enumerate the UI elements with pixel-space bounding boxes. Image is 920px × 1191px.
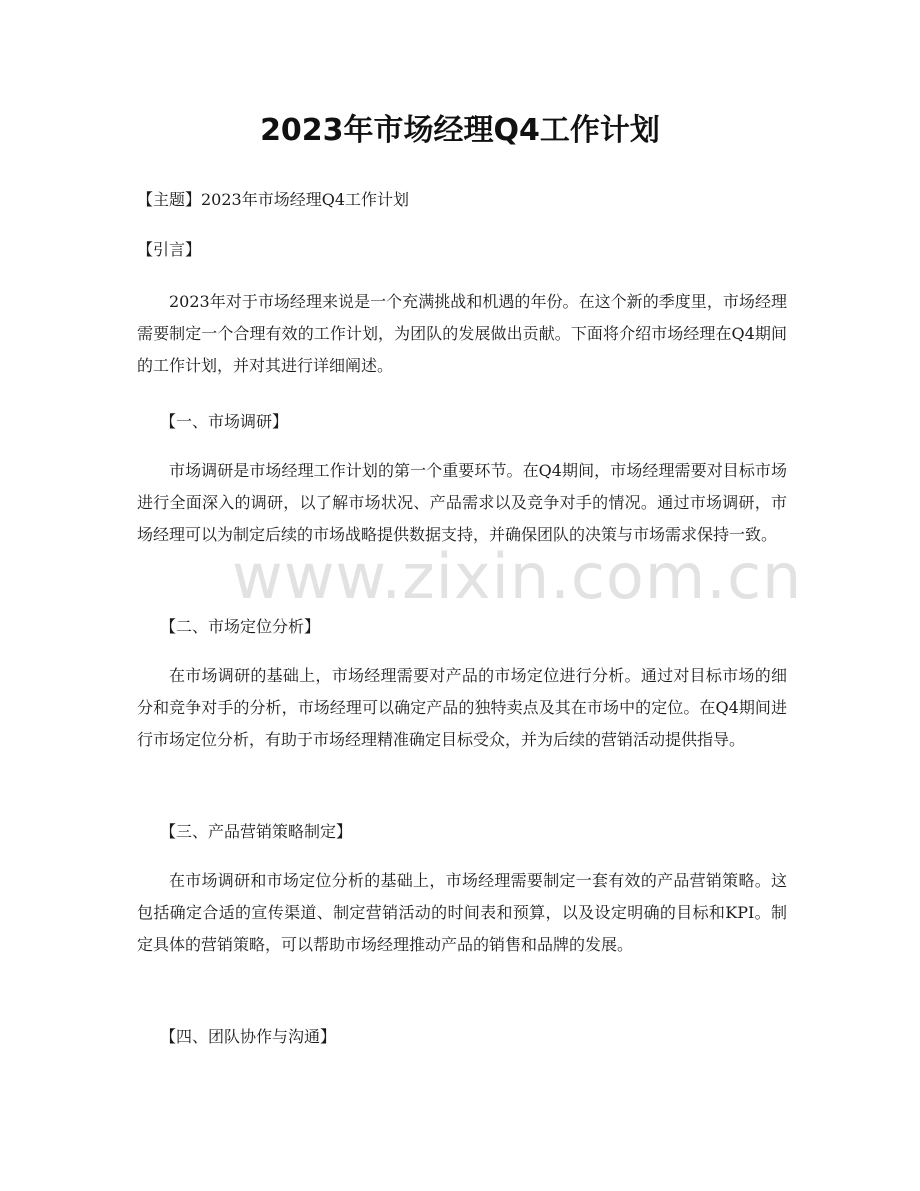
intro-paragraph: 2023年对于市场经理来说是一个充满挑战和机遇的年份。在这个新的季度里，市场经理需要制定一个合理有效的工作计划，为团队的发展做出贡献。下面将介绍市场经理在Q4期间的工作计划，并对其进行详细阐述。: [137, 292, 787, 375]
section-paragraph-1: 市场调研是市场经理工作计划的第一个重要环节。在Q4期间，市场经理需要对目标市场进行全面深入的调研，以了解市场状况、产品需求以及竞争对手的情况。通过市场调研，市场经理可以为制定后续的市场战略提供数据支持，并确保团队的决策与市场需求保持一致。: [137, 461, 787, 544]
section-paragraph-2: 在市场调研的基础上，市场经理需要对产品的市场定位进行分析。通过对目标市场的细分和竞争对手的分析，市场经理可以确定产品的独特卖点及其在市场中的定位。在Q4期间进行市场定位分析，有助于市场经理精准确定目标受众，并为后续的营销活动提供指导。: [137, 666, 787, 749]
section-heading-2: 【二、市场定位分析】: [160, 617, 321, 636]
section-paragraph-3: 在市场调研和市场定位分析的基础上，市场经理需要制定一套有效的产品营销策略。这包括确定合适的宣传渠道、制定营销活动的时间表和预算，以及设定明确的目标和KPI。制定具体的营销策略，可以帮助市场经理推动产品的销售和品牌的发展。: [137, 871, 787, 954]
section-heading-4: 【四、团队协作与沟通】: [160, 1027, 337, 1046]
section-heading-1: 【一、市场调研】: [160, 412, 289, 431]
intro-heading: 【引言】: [137, 240, 202, 259]
section-heading-3: 【三、产品营销策略制定】: [160, 822, 353, 841]
subject-line: 【主题】2023年市场经理Q4工作计划: [137, 190, 410, 209]
watermark: www.zixin.com.cn: [232, 540, 803, 613]
document-title: 2023年市场经理Q4工作计划: [260, 113, 660, 148]
